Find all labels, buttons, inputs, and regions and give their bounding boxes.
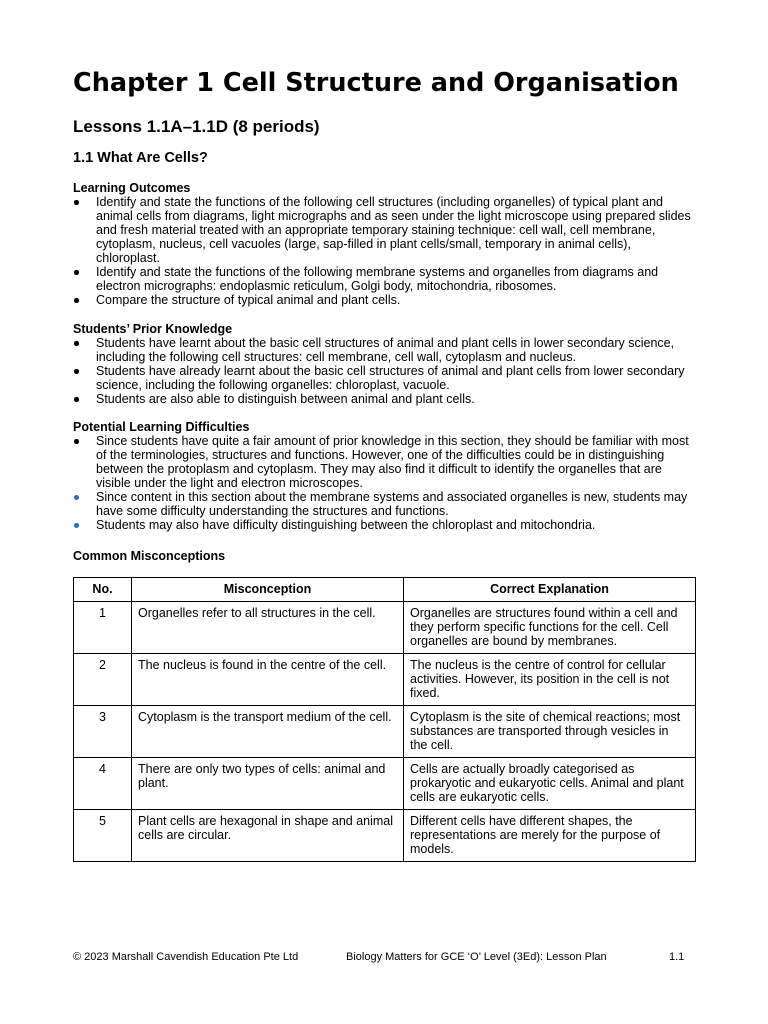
row-number: 2: [74, 654, 132, 706]
misconception-cell: Cytoplasm is the transport medium of the cell.: [132, 706, 404, 758]
lessons-title: Lessons 1.1A–1.1D (8 periods): [73, 117, 320, 136]
row-number: 1: [74, 602, 132, 654]
footer-book-title: Biology Matters for GCE ‘O’ Level (3Ed): Lesson Plan: [346, 951, 607, 963]
column-header-misconception: Misconception: [132, 578, 404, 602]
misconception-cell: There are only two types of cells: animal and plant.: [132, 758, 404, 810]
explanation-cell: Different cells have different shapes, the representations are merely for the purpose of models.: [404, 810, 696, 862]
table-row: [74, 654, 696, 706]
learning-difficulties-section: [73, 420, 697, 532]
learning-difficulties-heading: Potential Learning Difficulties: [73, 420, 250, 434]
list-item: Students have already learnt about the basic cell structures of animal and plant cells from lower secondary science, including the following organelles: chloroplast, vacuole.: [73, 364, 697, 392]
list-item: Since students have quite a fair amount of prior knowledge in this section, they should be familiar with most of the terminologies, structures and functions. However, one of the difficulties could be in distinguishing between the protoplasm and cytoplasm. They may also find it difficult to identify the organelles that are visible under the light and electron microscopes.: [73, 434, 697, 490]
misconception-cell: Organelles refer to all structures in the cell.: [132, 602, 404, 654]
column-header-explanation: Correct Explanation: [404, 578, 696, 602]
list-item: Students may also have difficulty distinguishing between the chloroplast and mitochondria.: [73, 518, 697, 532]
row-number: 3: [74, 706, 132, 758]
explanation-cell: The nucleus is the centre of control for cellular activities. However, its position in the cell is not fixed.: [404, 654, 696, 706]
learning-outcomes-heading: Learning Outcomes: [73, 181, 191, 195]
list-item: Identify and state the functions of the following membrane systems and organelles from diagrams and electron micrographs: endoplasmic reticulum, Golgi body, mitochondria, ribosomes.: [73, 265, 697, 293]
list-item: Students have learnt about the basic cell structures of animal and plant cells in lower secondary science, including the following cell structures: cell membrane, cell wall, cytoplasm and nucleus.: [73, 336, 697, 364]
footer-page-number: 1.1: [669, 951, 685, 963]
learning-difficulties-list: [73, 434, 697, 532]
prior-knowledge-list: [73, 336, 697, 406]
list-item: Students are also able to distinguish between animal and plant cells.: [73, 392, 697, 406]
misconception-cell: Plant cells are hexagonal in shape and animal cells are circular.: [132, 810, 404, 862]
row-number: 5: [74, 810, 132, 862]
prior-knowledge-section: [73, 322, 697, 406]
learning-outcomes-section: [73, 181, 697, 307]
list-item: Identify and state the functions of the following cell structures (including organelles) of typical plant and animal cells from diagrams, light micrographs and as seen under the light microscope using prepared slides and fresh material treated with an appropriate temporary staining technique: cell wall, cell membrane, cytoplasm, nucleus, cell vacuoles (large, sap-filled in plant cells/small, temporary in animal cells), chloroplast.: [73, 195, 697, 265]
list-item: Since content in this section about the membrane systems and associated organelles is new, students may have some difficulty understanding the structures and functions.: [73, 490, 697, 518]
misconceptions-table: [73, 577, 696, 862]
table-row: [74, 758, 696, 810]
misconceptions-heading: Common Misconceptions: [73, 549, 226, 563]
explanation-cell: Organelles are structures found within a cell and they perform specific functions for the cell. Cell organelles are bound by membranes.: [404, 602, 696, 654]
prior-knowledge-heading: Students’ Prior Knowledge: [73, 322, 233, 336]
table-header-row: [74, 578, 696, 602]
misconception-cell: The nucleus is found in the centre of the cell.: [132, 654, 404, 706]
footer-copyright: © 2023 Marshall Cavendish Education Pte Ltd: [73, 951, 299, 963]
explanation-cell: Cytoplasm is the site of chemical reactions; most substances are transported through vesicles in the cell.: [404, 706, 696, 758]
explanation-cell: Cells are actually broadly categorised as prokaryotic and eukaryotic cells. Animal and plant cells are eukaryotic cells.: [404, 758, 696, 810]
table-row: [74, 706, 696, 758]
learning-outcomes-list: [73, 195, 697, 307]
chapter-title: Chapter 1 Cell Structure and Organisation: [73, 68, 679, 98]
list-item: Compare the structure of typical animal and plant cells.: [73, 293, 697, 307]
section-title: 1.1 What Are Cells?: [73, 150, 208, 166]
table-row: [74, 810, 696, 862]
table-row: [74, 602, 696, 654]
row-number: 4: [74, 758, 132, 810]
column-header-no: No.: [74, 578, 132, 602]
